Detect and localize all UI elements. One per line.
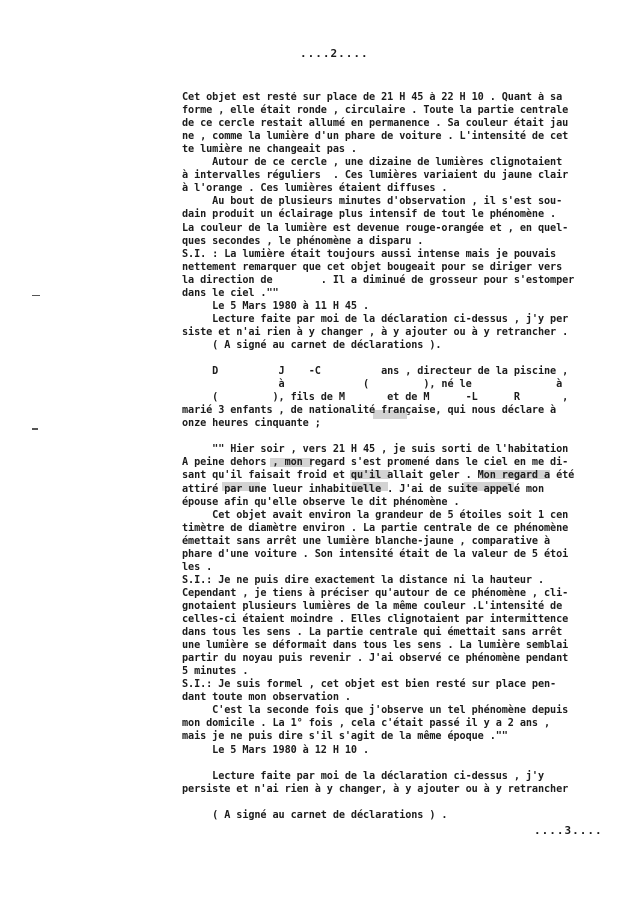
text-line: ques secondes , le phénomène a disparu .	[182, 235, 424, 247]
text-line: de ce cercle restait allumé en permanence . Sa couleur était jau	[182, 118, 569, 130]
text-line: Autour de ce cercle , une dizaine de lumières clignotaient	[182, 157, 563, 169]
page-number-bottom: ....3....	[534, 824, 603, 837]
text-line: A peine dehors , mon regard s'est promené dans le ciel en me di-	[182, 457, 569, 469]
text-line: épouse afin qu'elle observe le dit phénomène .	[182, 496, 460, 508]
text-line: une lumière se déformait dans tous les sens . La lumière semblai	[182, 640, 569, 652]
text-line: nettement remarquer que cet objet bougeait pour se diriger vers	[182, 261, 563, 273]
text-line: mais je ne puis dire s'il s'agit de la même époque .""	[182, 731, 508, 743]
text-line: ( ), fils de M et de M -L R ,	[182, 392, 569, 404]
text-line: à l'orange . Ces lumières étaient diffuses .	[182, 183, 448, 195]
margin-mark	[32, 428, 38, 430]
text-line: ne , comme la lumière d'un phare de voiture . L'intensité de cet	[182, 131, 569, 143]
text-line: Au bout de plusieurs minutes d'observation , il s'est sou-	[182, 196, 563, 208]
text-line: Cet objet avait environ la grandeur de 5 étoiles soit 1 cen	[182, 509, 569, 521]
text-line: C'est la seconde fois que j'observe un tel phénomène depuis	[182, 705, 569, 717]
text-line: Le 5 Mars 1980 à 11 H 45 .	[182, 300, 370, 312]
text-line: dant toute mon observation .	[182, 692, 351, 704]
text-line: celles-ci étaient moindre . Elles clignotaient par intermittence	[182, 614, 569, 625]
text-line: Cependant , je tiens à préciser qu'autour de ce phénomène , cli-	[182, 587, 569, 599]
text-line: timètre de diamètre environ . La partie centrale de ce phénomène	[182, 522, 569, 534]
text-line: à ( ), né le à	[182, 379, 563, 391]
text-line: sant qu'il faisait froid et qu'il allait geler . Mon regard a été	[182, 470, 575, 482]
page-number-top: ....2....	[300, 47, 369, 60]
text-line: onze heures cinquante ;	[182, 418, 321, 430]
text-line: partir du noyau puis revenir . J'ai observé ce phénomène pendant	[182, 653, 569, 665]
typed-declaration-text	[182, 92, 631, 822]
text-line: La couleur de la lumière est devenue rouge-orangée et , en quel-	[182, 222, 569, 234]
text-line: émettait sans arrêt une lumière blanche-jaune , comparative à	[182, 535, 551, 547]
text-line: 5 minutes .	[182, 666, 249, 678]
text-line: persiste et n'ai rien à y changer, à y ajouter ou à y retrancher	[182, 783, 569, 795]
text-line: Cet objet est resté sur place de 21 H 45 à 22 H 10 . Quant à sa	[182, 92, 563, 103]
text-line: ( A signé au carnet de déclarations ) .	[182, 809, 448, 821]
text-line: forme , elle était ronde , circulaire . Toute la partie centrale	[182, 105, 569, 117]
text-line: mon domicile . La 1° fois , cela c'était passé il y a 2 ans ,	[182, 718, 551, 730]
text-line: phare d'une voiture . Son intensité était de la valeur de 5 étoi	[182, 548, 569, 560]
text-line: D J -C ans , directeur de la piscine ,	[182, 366, 569, 378]
text-line: à intervalles réguliers . Ces lumières variaient du jaune clair	[182, 170, 569, 182]
text-line: S.I. : La lumière était toujours aussi intense mais je pouvais	[182, 248, 557, 260]
text-line: siste et n'ai rien à y changer , à y ajouter ou à y retrancher .	[182, 326, 569, 338]
margin-mark	[32, 295, 40, 296]
text-line: gnotaient plusieurs lumières de la même couleur .L'intensité de	[182, 600, 563, 612]
text-line: marié 3 enfants , de nationalité française, qui nous déclare à	[182, 405, 557, 417]
text-line: S.I.: Je ne puis dire exactement la distance ni la hauteur .	[182, 574, 545, 586]
text-line: dans le ciel .""	[182, 287, 279, 299]
text-line: "" Hier soir , vers 21 H 45 , je suis sorti de l'habitation	[182, 444, 569, 456]
text-line: S.I.: Je suis formel , cet objet est bien resté sur place pen-	[182, 679, 557, 691]
text-line: Lecture faite par moi de la déclaration ci-dessus , j'y	[182, 770, 545, 782]
text-line: dain produit un éclairage plus intensif de tout le phénomène .	[182, 209, 557, 221]
text-line: te lumière ne changeait pas .	[182, 144, 357, 156]
text-line: Lecture faite par moi de la déclaration ci-dessus , j'y per	[182, 313, 569, 325]
text-line: attiré par une lueur inhabituelle . J'ai de suite appelé mon	[182, 483, 545, 495]
text-line: Le 5 Mars 1980 à 12 H 10 .	[182, 744, 370, 756]
text-line: ( A signé au carnet de déclarations ).	[182, 339, 442, 351]
text-line: dans tous les sens . La partie centrale qui émettait sans arrêt	[182, 627, 563, 639]
text-line: la direction de . Il a diminué de grosseur pour s'estomper	[182, 274, 575, 286]
text-line: les .	[182, 561, 213, 573]
